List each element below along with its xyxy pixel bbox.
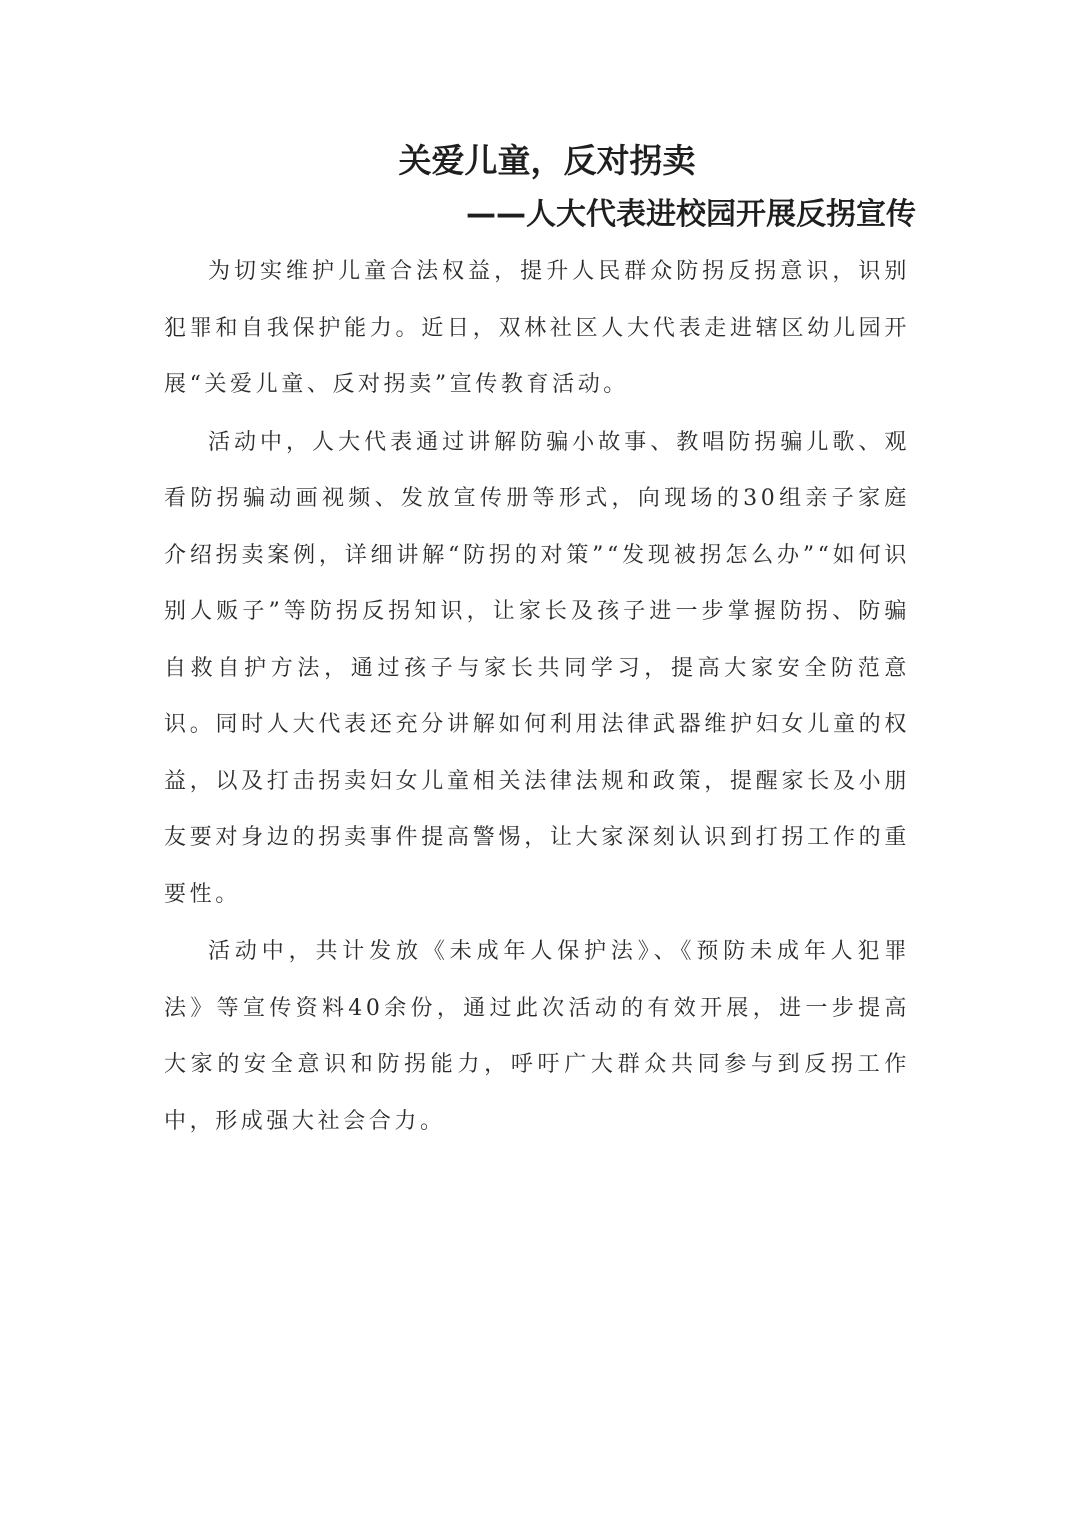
document-title: 关爱儿童，反对拐卖 [398, 141, 696, 180]
paragraph-activity: 活动中，人大代表通过讲解防骗小故事、教唱防拐骗儿歌、观看防拐骗动画视频、发放宣传册等形式，向现场的30组亲子家庭介绍拐卖案例，详细讲解“防拐的对策”“发现被拐怎么办”“如何识别人贩子”等防拐反拐知识，让家长及孩子进一步掌握防拐、防骗自救自护方法，通过孩子与家长共同学习，提高大家安全防范意识。同时人大代表还充分讲解如何利用法律武器维护妇女儿童的权益，以及打击拐卖妇女儿童相关法律法规和政策，提醒家长及小朋友要对身边的拐卖事件提高警惕，让大家深刻认识到打拐工作的重要性。 [164, 429, 910, 907]
paragraph-intro: 为切实维护儿童合法权益，提升人民群众防拐反拐意识，识别犯罪和自我保护能力。近日，双林社区人大代表走进辖区幼儿园开展“关爱儿童、反对拐卖”宣传教育活动。 [164, 259, 910, 397]
document-body [164, 244, 910, 1151]
paragraph-summary: 活动中，共计发放《未成年人保护法》、《预防未成年人犯罪法》等宣传资料40余份，通过此次活动的有效开展，进一步提高大家的安全意识和防拐能力，呼吁广大群众共同参与到反拐工作中，形成强大社会合力。 [164, 939, 910, 1134]
document-subtitle: ——人大代表进校园开展反拐宣传 [466, 197, 916, 232]
